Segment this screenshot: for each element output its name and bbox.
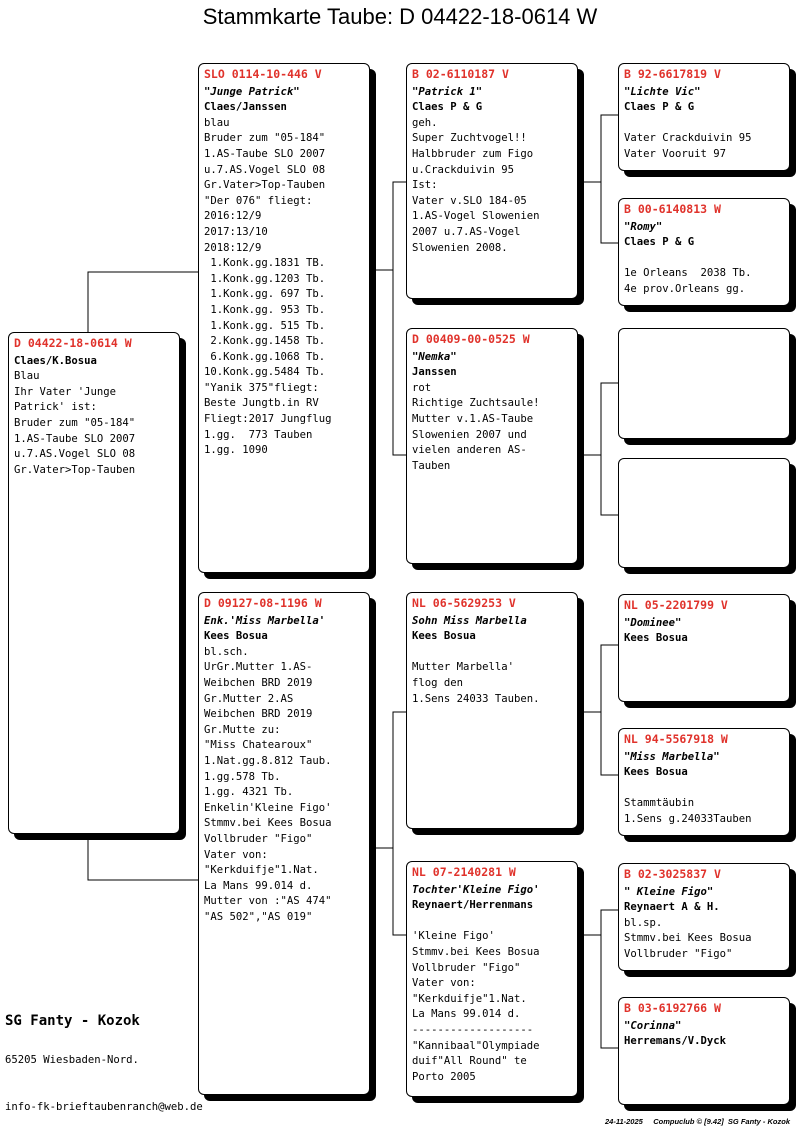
card-notes — [624, 781, 785, 828]
note-line: Mutter v.1.AS-Taube — [412, 412, 534, 425]
ring-number: B 02-6110187 V — [412, 67, 509, 81]
note-line: Fliegt:2017 Jungflug — [204, 413, 332, 426]
pedigree-card-ggp-2 — [618, 198, 790, 306]
note-line: Vater Crackduivin 95 — [624, 132, 752, 145]
ring-number: SLO 0114-10-446 V — [204, 67, 322, 81]
breeder: Kees Bosua — [624, 766, 688, 779]
note-line: Beste Jungtb.in RV — [204, 397, 319, 410]
note-line: rot — [412, 381, 432, 394]
note-line: Stammtäubin — [624, 797, 695, 810]
note-line: 1.Sens 24033 Tauben. — [412, 692, 540, 705]
pedigree-card-ggp-3-empty — [618, 328, 790, 439]
pedigree-card-sire-sire — [406, 63, 578, 299]
card-notes — [412, 645, 573, 707]
pedigree-card-subject — [8, 332, 180, 834]
breeder: Reynaert A & H. — [624, 901, 720, 914]
note-line: Vollbruder "Figo" — [204, 832, 313, 845]
note-line: u.Crackduivin 95 — [412, 163, 515, 176]
note-line — [624, 781, 785, 797]
note-line: Vollbruder "Figo" — [412, 961, 521, 974]
note-line: 1.Konk.gg. 697 Tb. — [204, 288, 326, 301]
pedigree-card-dam — [198, 592, 370, 1095]
pigeon-name: "Dominee" — [624, 616, 682, 629]
ring-number: B 00-6140813 W — [624, 202, 721, 216]
note-line — [624, 251, 785, 267]
note-line: 10.Konk.gg.5484 Tb. — [204, 366, 326, 379]
card-notes — [14, 369, 175, 478]
card-notes — [412, 914, 573, 1086]
note-line: 2017:13/10 — [204, 225, 268, 238]
note-line: 1.Konk.gg.1203 Tb. — [204, 272, 326, 285]
note-line: La Mans 99.014 d. — [412, 1008, 521, 1021]
ring-number: D 00409-00-0525 W — [412, 332, 530, 346]
note-line: Gr.Mutte zu: — [204, 723, 281, 736]
pigeon-name: "Nemka" — [412, 350, 457, 363]
note-line: "Kerkduifje"1.Nat. — [412, 992, 527, 1005]
note-line: Ihr Vater 'Junge — [14, 385, 117, 398]
pedigree-card-ggp-8 — [618, 997, 790, 1105]
breeder: Reynaert/Herrenmans — [412, 899, 534, 912]
pigeon-name: " Kleine Figo" — [624, 885, 714, 898]
note-line: bl.sch. — [204, 645, 249, 658]
pigeon-name: "Junge Patrick" — [204, 85, 300, 98]
breeder: Kees Bosua — [204, 630, 268, 643]
note-line: 2007 u.7.AS-Vogel — [412, 225, 521, 238]
note-line: 'Kleine Figo' — [412, 930, 495, 943]
pedigree-card-ggp-5 — [618, 594, 790, 702]
note-line — [412, 645, 573, 661]
note-line: ------------------- — [412, 1023, 534, 1036]
breeder: Janssen — [412, 366, 457, 379]
note-line: Ist: — [412, 179, 438, 192]
card-notes — [412, 381, 573, 475]
note-line: 2018:12/9 — [204, 241, 262, 254]
breeder: Kees Bosua — [624, 632, 688, 645]
note-line: Mutter Marbella' — [412, 661, 515, 674]
note-line: Stmmv.bei Kees Bosua — [624, 932, 752, 945]
note-line: Richtige Zuchtsaule! — [412, 397, 540, 410]
note-line: Gr.Vater>Top-Tauben — [14, 463, 136, 476]
note-line: Weibchen BRD 2019 — [204, 708, 313, 721]
note-line: Slowenien 2008. — [412, 241, 508, 254]
card-notes — [624, 116, 785, 163]
note-line: 2.Konk.gg.1458 Tb. — [204, 335, 326, 348]
note-line: Vater Vooruit 97 — [624, 147, 727, 160]
note-line: 1.Konk.gg.1831 TB. — [204, 257, 326, 270]
ring-number: NL 94-5567918 W — [624, 732, 728, 746]
note-line: 1.AS-Taube SLO 2007 — [14, 432, 136, 445]
note-line: Slowenien 2007 und — [412, 428, 527, 441]
ring-number: B 92-6617819 V — [624, 67, 721, 81]
card-notes — [412, 116, 573, 256]
note-line: Stmmv.bei Kees Bosua — [204, 817, 332, 830]
page-title: Stammkarte Taube: D 04422-18-0614 W — [202, 4, 598, 29]
note-line: 4e prov.Orleans gg. — [624, 282, 746, 295]
pigeon-name: Sohn Miss Marbella — [412, 614, 527, 627]
note-line: Halbbruder zum Figo — [412, 147, 534, 160]
note-line: geh. — [412, 116, 438, 129]
pedigree-card-ggp-6 — [618, 728, 790, 836]
pigeon-name: "Patrick 1" — [412, 85, 483, 98]
pigeon-name: "Corinna" — [624, 1019, 682, 1032]
print-imprint: 24-11-2025 Compuclub © [9.42] SG Fanty - Kozok — [604, 1117, 790, 1126]
breeder: Claes/K.Bosua — [14, 354, 97, 367]
note-line — [624, 116, 785, 132]
note-line: 1.gg.578 Tb. — [204, 770, 281, 783]
note-line: 1.gg. 1090 — [204, 444, 268, 457]
pigeon-name: "Miss Marbella" — [624, 750, 720, 763]
note-line: vielen anderen AS- — [412, 444, 527, 457]
note-line: Bruder zum "05-184" — [204, 132, 326, 145]
note-line: 1.Nat.gg.8.812 Taub. — [204, 754, 332, 767]
note-line: "Kerkduifje"1.Nat. — [204, 864, 319, 877]
note-line: "Kannibaal"Olympiade — [412, 1039, 540, 1052]
note-line: Mutter von :"AS 474" — [204, 895, 332, 908]
note-line: Patrick' ist: — [14, 401, 97, 414]
note-line: 1.AS-Taube SLO 2007 — [204, 147, 326, 160]
note-line: 1.gg. 4321 Tb. — [204, 786, 294, 799]
note-line: u.7.AS.Vogel SLO 08 — [204, 163, 326, 176]
breeder: Claes P & G — [624, 101, 695, 114]
breeder: Claes P & G — [412, 101, 483, 114]
note-line: 1.Sens g.24033Tauben — [624, 812, 752, 825]
note-line: Gr.Mutter 2.AS — [204, 692, 294, 705]
breeder: Claes/Janssen — [204, 101, 287, 114]
pigeon-name: "Lichte Vic" — [624, 85, 701, 98]
club-email: info-fk-brieftaubenranch@web.de — [5, 1101, 203, 1113]
note-line: UrGr.Mutter 1.AS- — [204, 661, 313, 674]
pedigree-card-ggp-7 — [618, 863, 790, 971]
note-line: Enkelin'Kleine Figo' — [204, 801, 332, 814]
note-line: duif"All Round" te — [412, 1055, 527, 1068]
club-city: 65205 Wiesbaden-Nord. — [5, 1054, 139, 1066]
card-notes — [204, 116, 365, 459]
card-notes — [624, 916, 785, 963]
note-line: bl.sp. — [624, 916, 663, 929]
ring-number: B 03-6192766 W — [624, 1001, 721, 1015]
ring-number: NL 05-2201799 V — [624, 598, 728, 612]
ring-number: NL 07-2140281 W — [412, 865, 516, 879]
ring-number: B 02-3025837 V — [624, 867, 721, 881]
pedigree-card-dam-sire — [406, 592, 578, 829]
note-line: 6.Konk.gg.1068 Tb. — [204, 350, 326, 363]
note-line: 1e Orleans 2038 Tb. — [624, 267, 752, 280]
breeder: Kees Bosua — [412, 630, 476, 643]
note-line: 1.Konk.gg. 515 Tb. — [204, 319, 326, 332]
breeder: Claes P & G — [624, 236, 695, 249]
note-line: 1.Konk.gg. 953 Tb. — [204, 303, 326, 316]
pedigree-card-ggp-1 — [618, 63, 790, 171]
ring-number: D 04422-18-0614 W — [14, 336, 132, 350]
ring-number: NL 06-5629253 V — [412, 596, 516, 610]
club-name: SG Fanty - Kozok — [5, 1013, 140, 1029]
note-line: Super Zuchtvogel!! — [412, 132, 527, 145]
pedigree-card-sire — [198, 63, 370, 573]
note-line: Weibchen BRD 2019 — [204, 676, 313, 689]
note-line: "AS 502","AS 019" — [204, 910, 313, 923]
pigeon-name: Enk.'Miss Marbella' — [204, 614, 326, 627]
ring-number: D 09127-08-1196 W — [204, 596, 322, 610]
pedigree-card-sire-dam — [406, 328, 578, 564]
note-line: 2016:12/9 — [204, 210, 262, 223]
note-line: 1.gg. 773 Tauben — [204, 428, 313, 441]
note-line: blau — [204, 116, 230, 129]
note-line: Vater von: — [204, 848, 268, 861]
pedigree-card-dam-dam — [406, 861, 578, 1097]
breeder: Herremans/V.Dyck — [624, 1035, 727, 1048]
note-line: Porto 2005 — [412, 1070, 476, 1083]
note-line: Stmmv.bei Kees Bosua — [412, 945, 540, 958]
note-line: Bruder zum "05-184" — [14, 416, 136, 429]
note-line — [412, 914, 573, 930]
note-line: "Yanik 375"fliegt: — [204, 381, 319, 394]
note-line: u.7.AS.Vogel SLO 08 — [14, 448, 136, 461]
note-line: Blau — [14, 370, 40, 383]
pigeon-name: Tochter'Kleine Figo' — [412, 883, 540, 896]
note-line: La Mans 99.014 d. — [204, 879, 313, 892]
note-line: Vollbruder "Figo" — [624, 947, 733, 960]
note-line: "Der 076" fliegt: — [204, 194, 313, 207]
note-line: Gr.Vater>Top-Tauben — [204, 179, 326, 192]
note-line: flog den — [412, 676, 464, 689]
note-line: 1.AS-Vogel Slowenien — [412, 210, 540, 223]
note-line: Vater v.SLO 184-05 — [412, 194, 527, 207]
note-line: "Miss Chatearoux" — [204, 739, 313, 752]
pedigree-card-ggp-4-empty — [618, 458, 790, 568]
pigeon-name: "Romy" — [624, 220, 663, 233]
card-notes — [204, 645, 365, 926]
card-notes — [624, 251, 785, 298]
note-line: Vater von: — [412, 977, 476, 990]
note-line: Tauben — [412, 459, 451, 472]
